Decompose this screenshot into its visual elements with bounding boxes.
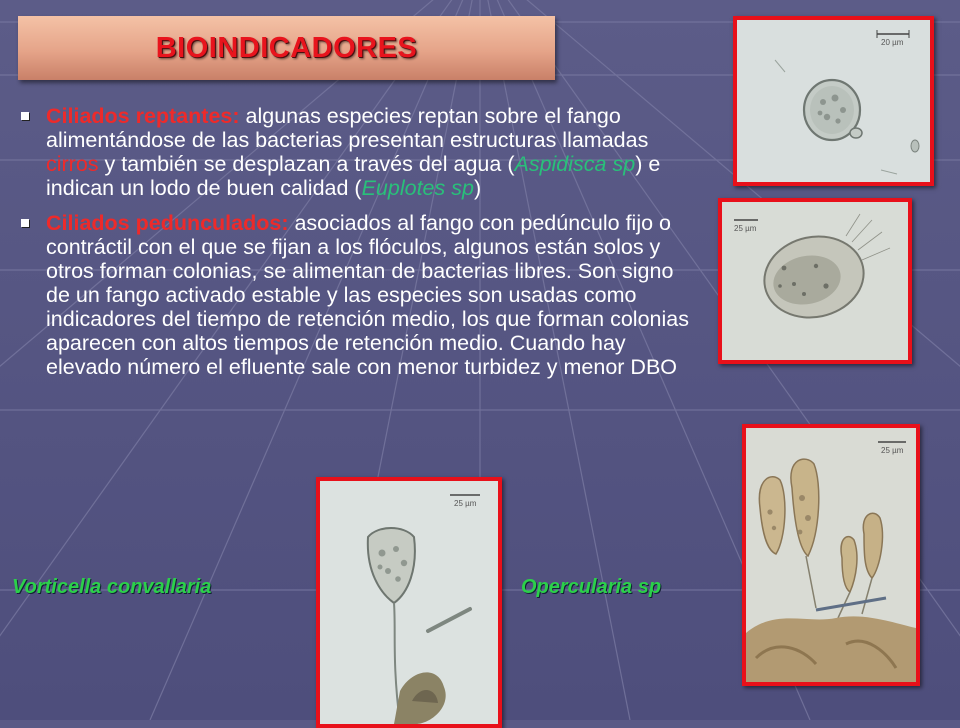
micrograph-round-ciliate: [733, 16, 934, 186]
page-title: BIOINDICADORES: [155, 32, 418, 64]
paragraph1-text-4: ): [473, 176, 482, 200]
caption-vorticella: Vorticella convallaria: [12, 576, 212, 598]
micrograph-vorticella: [316, 477, 502, 728]
species-aspidisca: Aspidisca sp: [514, 152, 636, 176]
highlight-cirros: cirros: [46, 152, 99, 176]
title-box: [18, 16, 555, 80]
scale-bar-label: 25 µm: [734, 224, 757, 233]
species-euplotes: Euplotes sp: [361, 176, 474, 200]
paragraph1-text-2: y también se desplazan a través del agua (: [98, 152, 515, 176]
micrograph-oval-ciliate: [718, 198, 912, 364]
caption-opercularia: Opercularia sp: [521, 576, 662, 598]
vorticella-image: [320, 481, 498, 724]
body-text: [20, 104, 700, 390]
opercularia-image: [746, 428, 916, 682]
bullet-ciliados-pedunculados: [20, 211, 700, 379]
paragraph1-text-3: ) e indican un lodo de buen calidad (: [46, 152, 661, 200]
bullet-icon: [21, 112, 29, 120]
bullet-ciliados-reptantes: [20, 104, 700, 200]
scale-bar-label: 20 µm: [881, 38, 904, 47]
scale-bar-label: 25 µm: [881, 446, 904, 455]
scale-bar-label: 25 µm: [454, 499, 477, 508]
paragraph2-text: asociados al fango con pedúnculo fijo o contráctil con el que se fijan a los flóculos, algunos están solos y otros forman colonias, se alimentan de bacterias libres. Son signo de un fango activado estable y las especies son usadas como indicadores del tiempo de retención medio, los que forman colonias aparecen con altos tiempos de retención medio. Cuando hay elevado número el efluente sale con menor turbidez y menor DBO: [46, 211, 689, 379]
micrograph-opercularia: [742, 424, 920, 686]
bullet-icon: [21, 219, 29, 227]
paragraph1-text-1: algunas especies reptan sobre el fango alimentándose de las bacterias presentan estructuras llamadas: [46, 104, 649, 152]
term-ciliados-pedunculados: Ciliados pedunculados:: [46, 211, 289, 235]
term-ciliados-reptantes: Ciliados reptantes:: [46, 104, 240, 128]
